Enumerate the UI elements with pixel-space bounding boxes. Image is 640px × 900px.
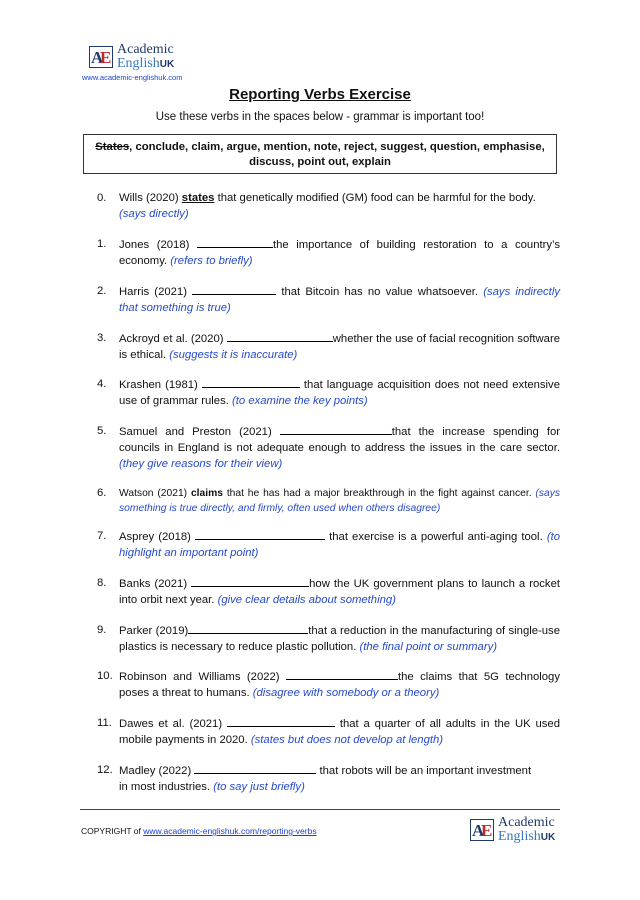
answer-blank[interactable] xyxy=(227,715,335,727)
exercise-item-6: 6. Watson (2021) claims that he has had a major breakthrough in the fight against cancer. (says something is true directly, and firmly, often used when others disagree) xyxy=(97,487,561,514)
answer-blank[interactable] xyxy=(286,668,398,680)
struck-verb: States xyxy=(95,141,130,153)
verb-list: , conclude, claim, argue, mention, note, reject, suggest, question, emphasise, discuss, point out, explain xyxy=(129,141,545,168)
hint: (disagree with somebody or a theory) xyxy=(252,687,440,699)
answer-blank[interactable] xyxy=(192,283,276,295)
exercise-item-12: 12. Madley (2022) that robots will be an important investment in most industries. (to say just briefly) xyxy=(97,764,532,793)
logo-line2: EnglishUK xyxy=(117,56,175,71)
answer-blank[interactable] xyxy=(280,423,392,435)
exercise-item-4: 4. Krashen (1981) that language acquisition does not need extensive use of grammar rules. (to examine the key points) xyxy=(97,378,560,407)
logo-line1: Academic xyxy=(117,42,174,57)
answer-blank[interactable] xyxy=(188,622,308,634)
hint: (refers to briefly) xyxy=(170,255,253,267)
hint: (states but does not develop at length) xyxy=(250,734,444,746)
answer-blank[interactable] xyxy=(195,528,325,540)
hint: (give clear details about something) xyxy=(217,594,396,606)
hint: (to highlight an important point) xyxy=(119,531,560,559)
exercise-item-7: 7. Asprey (2018) that exercise is a powerful anti-aging tool. (to highlight an important point) xyxy=(97,530,560,559)
exercise-item-5: 5. Samuel and Preston (2021) that the increase spending for councils in England is not adequate enough to address the issues in the care sector. (they give reasons for their view) xyxy=(97,425,561,470)
website-url[interactable]: www.academic-englishuk.com xyxy=(82,73,183,82)
exercise-item-10: 10. Robinson and Williams (2022) the claims that 5G technology poses a threat to humans. (disagree with somebody or a theory) xyxy=(97,670,560,699)
verb-box xyxy=(83,134,557,174)
example-verb: states xyxy=(181,192,215,204)
exercise-item-9: 9. Parker (2019) that a reduction in the manufacturing of single-use plastics is necessary to reduce plastic pollution. (the final point or summary) xyxy=(97,624,560,653)
footer-divider xyxy=(80,809,560,810)
logo-line2: EnglishUK xyxy=(498,829,556,844)
hint: (they give reasons for their view) xyxy=(119,458,283,470)
example-verb: claims xyxy=(190,488,223,499)
hint: (the final point or summary) xyxy=(359,641,497,653)
exercise-item-0: 0. Wills (2020) states that genetically modified (GM) food can be harmful for the body. (says directly) xyxy=(97,192,536,220)
exercise-item-1: 1. Jones (2018) the importance of building restoration to a country’s economy. (refers to briefly) xyxy=(97,238,560,267)
exercise-item-11: 11. Dawes et al. (2021) that a quarter of all adults in the UK used mobile payments in 2020. (states but does not develop at length) xyxy=(97,717,560,746)
hint: (says indirectly that something is true) xyxy=(119,286,560,314)
exercise-item-2: 2. Harris (2021) that Bitcoin has no value whatsoever. (says indirectly that something is true) xyxy=(97,285,560,314)
page-title: Reporting Verbs Exercise xyxy=(229,86,411,103)
answer-blank[interactable] xyxy=(202,376,300,388)
hint: (says directly) xyxy=(119,208,189,220)
hint: (suggests it is inaccurate) xyxy=(169,349,298,361)
answer-blank[interactable] xyxy=(191,575,309,587)
instruction: Use these verbs in the spaces below - grammar is important too! xyxy=(155,111,485,123)
ae-logo-icon: A E xyxy=(91,48,112,67)
hint: (to examine the key points) xyxy=(232,395,368,407)
logo-line1: Academic xyxy=(498,815,555,830)
exercise-item-3: 3. Ackroyd et al. (2020) whether the use of facial recognition software is ethical. (suggests it is inaccurate) xyxy=(97,332,560,361)
exercise-item-8: 8. Banks (2021) how the UK government plans to launch a rocket into orbit next year. (give clear details about something) xyxy=(97,577,560,606)
hint: (says something is true directly, and firmly, often used when others disagree) xyxy=(119,488,561,514)
copyright-link[interactable]: www.academic-englishuk.com/reporting-verbs xyxy=(143,826,317,836)
answer-blank[interactable] xyxy=(194,762,316,774)
ae-logo-icon: A E xyxy=(472,821,493,840)
hint: (to say just briefly) xyxy=(213,781,305,793)
copyright-footer: COPYRIGHT of www.academic-englishuk.com/reporting-verbs xyxy=(81,826,317,836)
answer-blank[interactable] xyxy=(197,236,273,248)
answer-blank[interactable] xyxy=(227,330,333,342)
